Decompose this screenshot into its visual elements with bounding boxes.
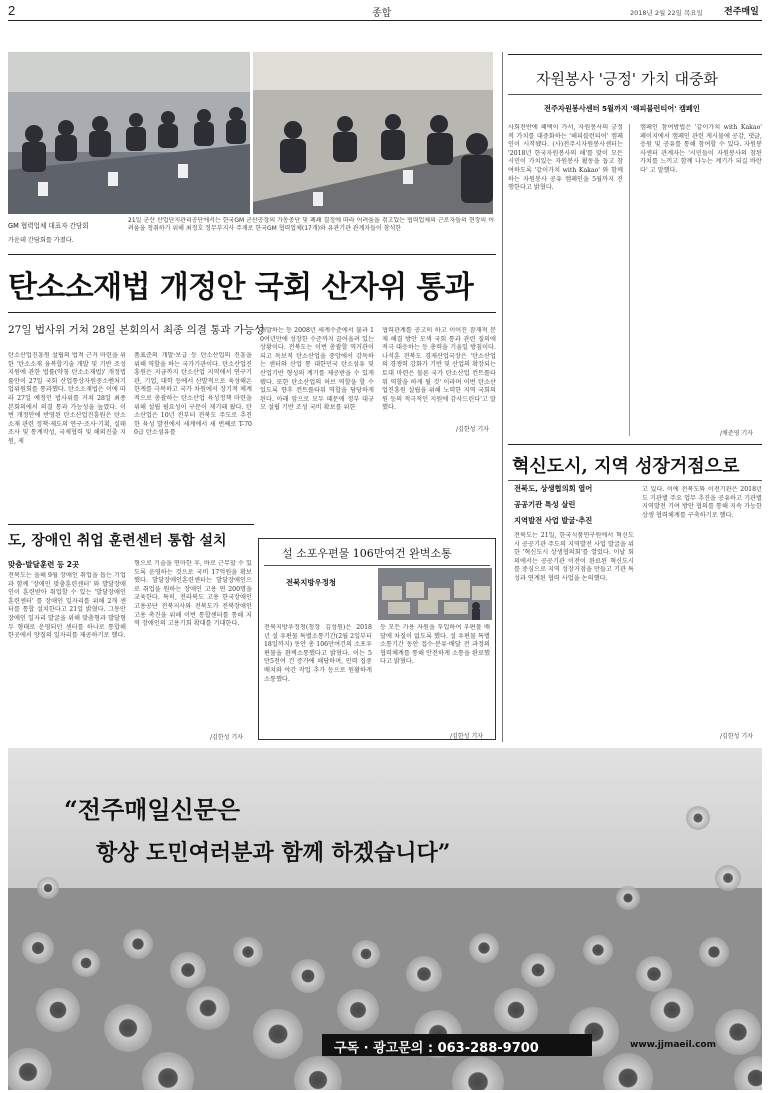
carbon-byline: /김한성 기자 xyxy=(456,426,489,433)
section-title: 종합 xyxy=(372,8,392,19)
disability-subhead: 맞춤·발달훈련 등 2곳 xyxy=(8,560,80,569)
ad-contact: 구독 · 광고문의 : 063-288-9700 xyxy=(334,1041,539,1056)
post-col-1: 전북지방우정청(청장 김성원)은 2018년 설 우편물 특별소통기간(2월 2일부터 18일까지) 동안 총 106만여건의 소포우편물을 완벽소통했다고 밝혔다. 이는 5만5천여 건 증가에 해당하며, 인력 집중 배치와 야간 작업 추가 등으로 원활하게 소통했다. xyxy=(264,624,372,683)
ad-website-link[interactable]: www.jjmaeil.com xyxy=(630,1040,716,1050)
disability-headline: 도, 장애인 취업 훈련센터 통합 설치 xyxy=(8,533,227,549)
ad-slogan-line-2: 항상 도민여러분과 함께 하겠습니다” xyxy=(96,840,451,866)
innovation-byline: /김한성 기자 xyxy=(720,733,753,740)
post-headline: 설 소포우편물 106만여건 완벽소통 xyxy=(282,547,452,560)
disability-col-2: 형으로 기술을 연마한 후, 바로 근무할 수 있도록 운영하는 것으로 국비 17억원을 확보했다. 발달장애인훈련센터는 발달장애인으로 취업을 원하는 장애인 고용 연 200명을 교육한다. 특히, 전라북도 고용 한국장애인고용공단 전북지사와 전북도가 전북장애인고용 촉진을 위해 이번 통합센터를 통해 지역 장애인의 고용기회 확대를 기대한다. xyxy=(134,560,252,628)
paper-name: 전주매일 xyxy=(724,7,759,17)
photo-caption-left: GM 협력업체 대표자 간담회 xyxy=(8,222,89,230)
issue-date: 2018년 2월 22일 목요일 xyxy=(630,9,703,17)
disability-col-1: 전북도는 올해 9월 장애인 취업을 돕는 기업과 함께 '장애인 맞춤훈련센터' 와 발달장애인이 훈련받아 취업할 수 있는 '발달장애인훈련센터' 를 장애인 일자리를 위해 2개 센터를 통합 설치한다고 21일 밝혔다. 그동안 장애인 일자리 발굴을 위해 맞춤형과 발달형 두 형태로 운영되던 센터를 하나로 통합해 한곳에서 양질의 일자리를 제공하기로 했다. xyxy=(8,572,126,640)
volunteer-col-2: 캠페인 참여방법은 '같이가치 with Kakao' 페이지에서 캠페인 관련 게시물에 공감, 댓글, 응원 및 공유를 통해 참여할 수 있다. 자원봉사센터 관계자는 '시민들이 자원봉사의 참된 가치를 느끼고 함께 나누는 계기가 되길 바란다' 고 말했다. xyxy=(640,124,762,174)
page-number: 2 xyxy=(8,3,16,18)
post-photo xyxy=(378,568,492,620)
innovation-headline: 혁신도시, 지역 성장거점으로 xyxy=(512,456,740,477)
volunteer-box-top xyxy=(508,54,762,55)
innovation-rule xyxy=(508,480,762,481)
volunteer-headline: 자원봉사 '긍정' 가치 대중화 xyxy=(536,70,718,88)
story-top-rule xyxy=(8,254,496,255)
innovation-sub-3: 지역발전 사업 발굴·추진 xyxy=(514,516,593,525)
innovation-sub-2: 공공기관 특성 살린 xyxy=(514,500,576,509)
carbon-col-3: 개발하는 등 2008년 세계수준에서 불과 10여년만에 성장한 수준까지 끌어올려 있는 상황이다. 전북도는 이번 총괄할 역거관이 되고 독보적 탄소산업을 중앙에서 감독하는 센터와 산업 통 대한민국 탄소섬유 및 산업기반 형성의 계기를 제공받을 수 있게 됐다. 또한 탄소산업의 허브 역할을 할 수 있도록 향후 컨트롤타워 역할을 담당하게 된다. 아래 앞으로 모두 때문에 정부 대규모 설립 기반 조성 국비 확보를 위한 xyxy=(260,327,374,412)
photo-caption-left-2: 가운데 간담회를 가졌다. xyxy=(8,237,74,244)
volunteer-rule xyxy=(508,94,762,95)
post-headline-rule xyxy=(264,565,490,566)
carbon-headline-rule xyxy=(8,312,496,313)
volunteer-byline: /채준영 기자 xyxy=(720,430,753,437)
innovation-top-rule xyxy=(508,444,762,445)
innovation-col-2: 고 있다. 이에 전북도와 이전기관은 2018년도 기관별 주요 업무 추진을 공유하고 기관별 지역발전 기여 방안 협의를 통해 지속 가능한 상생 협력체계를 구축하기로 했다. xyxy=(642,486,762,519)
innovation-col-1: 전북도는 21일, 한국식품연구원에서 혁신도시 공공기관 주도의 지역발전 사업 발굴을 위한 '혁신도시 상생협의회'를 열었다. 이날 회의에서는 공공기관 이전이 완료된 혁신도시를 중심으로 지역 성장거점을 만들고 기관 특성과 연계된 협력 사업을 논의했다. xyxy=(514,532,634,582)
innovation-sub-1: 전북도, 상생협의회 열어 xyxy=(514,484,593,493)
carbon-col-4: 협력관계를 공고히 하고 이어진 잠재적 문제 해결 방안 모색 국회 통과 관련 질의에 적극 대응하는 등 총력을 기울일 방침이다. 나석훈 전북도 경제산업국장은 '탄소산업의 경쟁력 강화가 기반 및 산업의 확장되는 토대 마련은 물론 국가 탄소산업 컨트롤타워 역할을 하게 될 것' 이라며 이번 탄소산업진흥원 설립을 위해 노력한 지역 국회의원 등의 적극적인 지원에 감사드린다'고 말했다. xyxy=(382,327,496,412)
meeting-photo-left xyxy=(8,52,250,214)
disability-top-rule xyxy=(8,524,254,525)
masthead-rule xyxy=(8,20,762,21)
carbon-col-2: 품표준의 개발·보급 등 탄소산업의 진흥을 위해 역할을 하는 국가기관이다. 탄소산업진흥원은 지금까지 탄소산업 지역에서 연구기관, 기업, 대학 등에서 산발적으로 육성해온 한계를 극복하고 국가 차원에서 장기적 체계적으로 총괄하는 탄소산업 육성정책 마련을 위해 설립 필요성이 구문이 제기돼 왔다. 탄소산업은 10년 전부터 전북도 주도로 추진한 육성 발전에서 세계에서 세 번째로 T-700급 탄소섬유를 xyxy=(134,352,252,437)
disability-byline: /김한성 기자 xyxy=(210,734,243,741)
ad-slogan-line-1: “전주매일신문은 xyxy=(64,795,241,824)
photo-caption-right: 21일 군산 산업단지관리공단에서는 한국GM 군산공장의 가동중단 및 폐쇄 결정에 따라 어려움을 겪고있는 협력업체의 근로자들의 현장의 어려움을 청취하기 위해 최정호 정무부지사 주재로 한국GM 협력업체(17개)와 유관기관 관계자들이 참석한 xyxy=(128,217,494,233)
carbon-col-1: 탄소산업진흥원 설립의 법적 근거 마련을 위한 '탄소소재 융복합기술 개발 및 기반 조성 지원에 관한 법률(약칭 탄소소재법)' 개정법률안이 27일 국회 산업통상자원중소벤처기업위원회를 통과했다. 탄소소재법은 이에 따라 27일 예정인 법사위를 거쳐 28일 최종 본회의에서 의결 통과 가능성을 높였다. 이번 개정안에 반영된 탄소산업진흥원은 탄소소재 관련 정책·제도의 연구·조사·기획, 실태조사 및 통계작성, 국제협력 및 해외진출 지원, 제 xyxy=(8,352,126,445)
carbon-headline: 탄소소재법 개정안 국회 산자위 통과 xyxy=(8,270,474,305)
post-subhead: 전북지방우정청 xyxy=(286,578,336,587)
post-col-2: 등 모든 가용 자원을 투입하여 우편물 배달에 차질이 없도록 했다. 설 우편물 특별소통기간 동안 접수·분류·배달 전 과정의 협력체계를 통해 안전하게 소통을 완료했다고 밝혔다. xyxy=(380,624,490,666)
right-column-divider xyxy=(502,52,503,742)
volunteer-subhead: 전주자원봉사센터 5월까지 '해피블런티어' 캠페인 xyxy=(544,104,700,113)
volunteer-col-1: 사회전반에 혜택이 가서, 자원봉사의 긍정적 가치를 대중화하는 '해피블런티어' 캠페인이 시작됐다. (사)전주시자원봉사센터는 '2018년 한국자원봉사의 해'를 맞이 모든 시민이 가치있는 자원봉사 활동을 돕고 참여하도록 '같이가치 with Kakao' 와 함께하는 자원봉사 공유 캠페인을 5월까지 진행한다고 밝혔다. xyxy=(508,124,630,436)
post-byline: /김한성 기자 xyxy=(450,733,483,740)
meeting-photo-right xyxy=(253,52,493,214)
carbon-subhead: 27일 법사위 거쳐 28일 본회의서 최종 의결 통과 가능성 xyxy=(8,324,265,336)
